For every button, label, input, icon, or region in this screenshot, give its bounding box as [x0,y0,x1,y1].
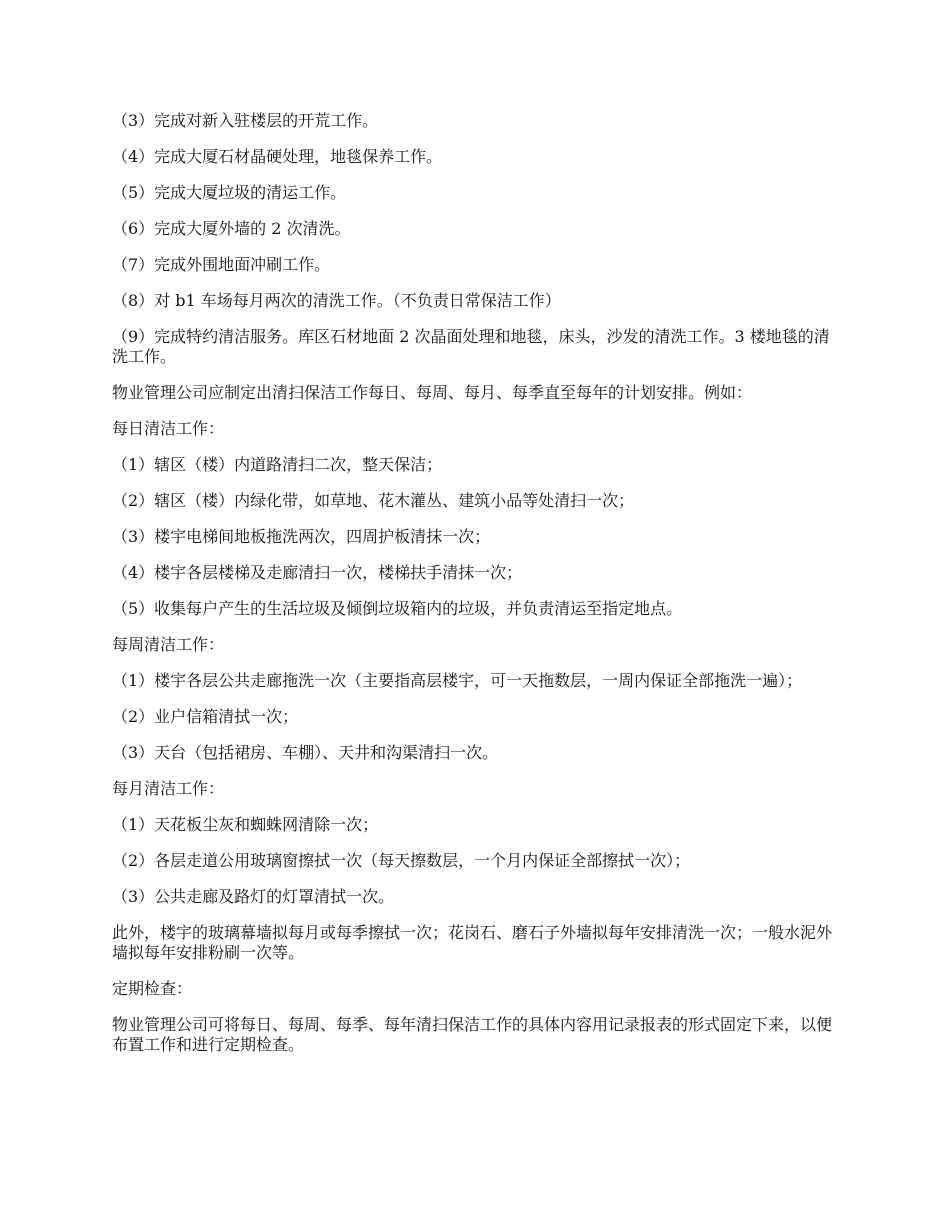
paragraph-task-9: （9）完成特约清洁服务。库区石材地面 2 次晶面处理和地毯，床头，沙发的清洗工作。3 楼地毯的清洗工作。 [112,327,830,366]
paragraph-plan-intro: 物业管理公司应制定出清扫保洁工作每日、每周、每月、每季直至每年的计划安排。例如： [112,383,753,402]
monthly-item-1: （1）天花板尘灰和蜘蛛网清除一次； [112,815,379,834]
document-body [112,111,840,1071]
daily-item-3: （3）楼宇电梯间地板拖洗两次，四周护板清抹一次； [112,527,491,546]
paragraph-task-4: （4）完成大厦石材晶硬处理，地毯保养工作。 [112,147,443,166]
paragraph-inspection-detail: 物业管理公司可将每日、每周、每季、每年清扫保洁工作的具体内容用记录报表的形式固定下来，以便布置工作和进行定期检查。 [112,1015,833,1054]
paragraph-additional-schedule: 此外，楼宇的玻璃幕墙拟每月或每季擦拭一次；花岗石、磨石子外墙拟每年安排清洗一次；一般水泥外墙拟每年安排粉刷一次等。 [112,923,833,962]
daily-item-4: （4）楼宇各层楼梯及走廊清扫一次，楼梯扶手清抹一次； [112,563,523,582]
heading-periodic-inspection: 定期检查： [112,979,193,998]
heading-daily-cleaning: 每日清洁工作： [112,419,225,438]
paragraph-task-5: （5）完成大厦垃圾的清运工作。 [112,183,347,202]
monthly-item-2: （2）各层走道公用玻璃窗擦拭一次（每天擦数层，一个月内保证全部擦拭一次）； [112,851,691,870]
daily-item-2: （2）辖区（楼）内绿化带，如草地、花木灌丛、建筑小品等处清扫一次； [112,491,635,510]
heading-monthly-cleaning: 每月清洁工作： [112,779,225,798]
daily-item-1: （1）辖区（楼）内道路清扫二次，整天保洁； [112,455,443,474]
weekly-item-1: （1）楼宇各层公共走廊拖洗一次（主要指高层楼宇，可一天拖数层，一周内保证全部拖洗一遍）； [112,671,803,690]
paragraph-task-6: （6）完成大厦外墙的 2 次清洗。 [112,219,351,238]
paragraph-task-7: （7）完成外围地面冲刷工作。 [112,255,331,274]
daily-item-5: （5）收集每户产生的生活垃圾及倾倒垃圾箱内的垃圾，并负责清运至指定地点。 [112,599,683,618]
paragraph-task-8: （8）对 b1 车场每月两次的清洗工作。（不负责日常保洁工作） [112,291,561,310]
weekly-item-3: （3）天台（包括裙房、车棚）、天井和沟渠清扫一次。 [112,743,499,762]
weekly-item-2: （2）业户信箱清拭一次； [112,707,299,726]
monthly-item-3: （3）公共走廊及路灯的灯罩清拭一次。 [112,887,395,906]
paragraph-task-3: （3）完成对新入驻楼层的开荒工作。 [112,111,379,130]
heading-weekly-cleaning: 每周清洁工作： [112,635,225,654]
